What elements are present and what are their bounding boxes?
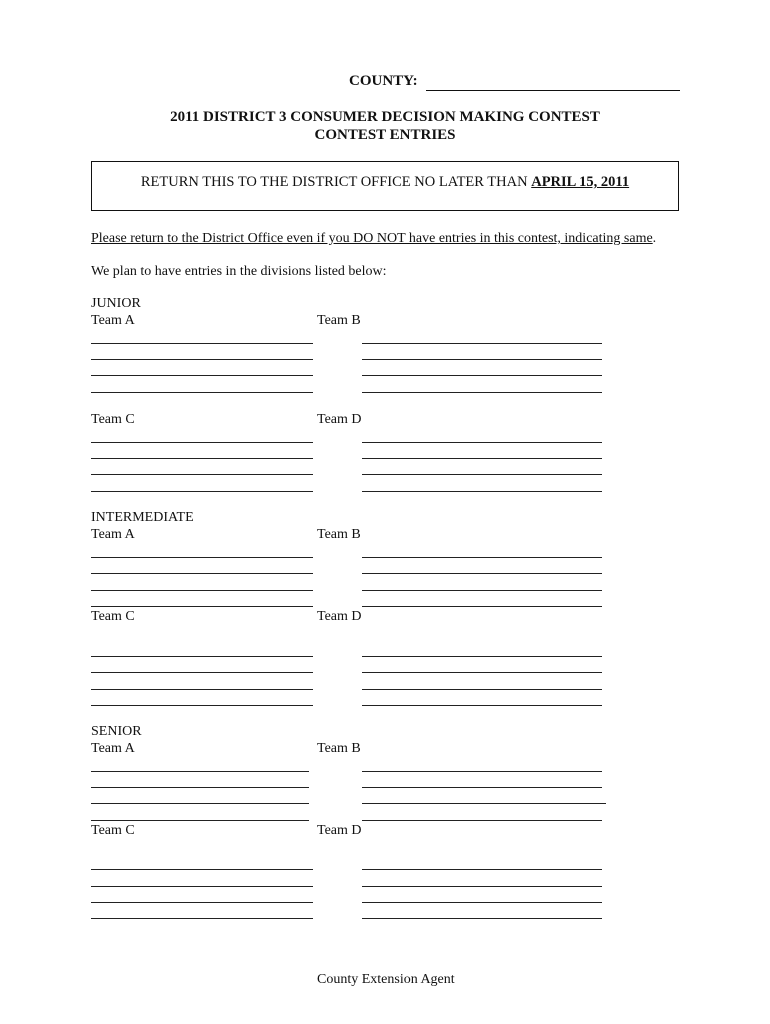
intermediate-team-a-entry-line[interactable] [91,557,313,558]
junior-team-b-entry-line[interactable] [362,359,602,360]
deadline-notice-box [91,161,679,211]
junior-team-c-entry-line[interactable] [91,442,313,443]
senior-team-c-entry-line[interactable] [91,918,313,919]
division-label-junior: JUNIOR [91,296,141,311]
junior-team-b-entry-line[interactable] [362,392,602,393]
junior-team-c-entry-line[interactable] [91,491,313,492]
junior-team-b-label: Team B [317,313,361,328]
senior-team-a-entry-line[interactable] [91,771,309,772]
senior-team-b-entry-line[interactable] [362,787,602,788]
intermediate-team-d-entry-line[interactable] [362,656,602,657]
intermediate-team-a-label: Team A [91,527,135,542]
senior-team-c-label: Team C [91,823,135,838]
junior-team-a-label: Team A [91,313,135,328]
senior-team-b-label: Team B [317,741,361,756]
senior-team-d-label: Team D [317,823,362,838]
plan-note: We plan to have entries in the divisions listed below: [91,264,387,279]
return-note [91,231,656,247]
junior-team-a-entry-line[interactable] [91,343,313,344]
intermediate-team-a-entry-line[interactable] [91,606,313,607]
intermediate-team-b-entry-line[interactable] [362,590,602,591]
intermediate-team-a-entry-line[interactable] [91,590,313,591]
intermediate-team-b-entry-line[interactable] [362,606,602,607]
senior-team-c-entry-line[interactable] [91,902,313,903]
junior-team-d-entry-line[interactable] [362,458,602,459]
junior-team-b-entry-line[interactable] [362,375,602,376]
junior-team-a-entry-line[interactable] [91,375,313,376]
intermediate-team-d-entry-line[interactable] [362,672,602,673]
senior-team-b-entry-line[interactable] [362,771,602,772]
intermediate-team-d-label: Team D [317,609,362,624]
deadline-date: APRIL 15, 2011 [531,174,630,190]
senior-team-d-entry-line[interactable] [362,886,602,887]
senior-team-d-entry-line[interactable] [362,918,602,919]
division-label-intermediate: INTERMEDIATE [91,510,194,525]
junior-team-a-entry-line[interactable] [91,392,313,393]
signature-label: County Extension Agent [317,972,455,987]
senior-team-d-entry-line[interactable] [362,902,602,903]
junior-team-c-entry-line[interactable] [91,474,313,475]
senior-team-b-entry-line[interactable] [362,820,602,821]
senior-team-c-entry-line[interactable] [91,886,313,887]
intermediate-team-c-label: Team C [91,609,135,624]
division-label-senior: SENIOR [91,724,142,739]
deadline-notice-prefix: RETURN THIS TO THE DISTRICT OFFICE NO LATER THAN [140,174,532,190]
title-line-2: CONTEST ENTRIES [314,127,456,143]
intermediate-team-c-entry-line[interactable] [91,705,313,706]
senior-team-a-entry-line[interactable] [91,787,309,788]
title-line-1: 2011 DISTRICT 3 CONSUMER DECISION MAKING CONTEST [170,109,600,125]
junior-team-d-entry-line[interactable] [362,474,602,475]
intermediate-team-d-entry-line[interactable] [362,689,602,690]
county-field[interactable] [426,90,680,91]
junior-team-a-entry-line[interactable] [91,359,313,360]
intermediate-team-c-entry-line[interactable] [91,689,313,690]
junior-team-d-entry-line[interactable] [362,442,602,443]
senior-team-a-label: Team A [91,741,135,756]
return-note-period: . [652,231,657,246]
senior-team-a-entry-line[interactable] [91,820,309,821]
intermediate-team-a-entry-line[interactable] [91,573,313,574]
deadline-notice [92,174,678,191]
senior-team-b-entry-line[interactable] [362,803,606,804]
intermediate-team-d-entry-line[interactable] [362,705,602,706]
intermediate-team-b-label: Team B [317,527,361,542]
senior-team-d-entry-line[interactable] [362,869,602,870]
intermediate-team-c-entry-line[interactable] [91,672,313,673]
junior-team-d-label: Team D [317,412,362,427]
senior-team-a-entry-line[interactable] [91,803,309,804]
intermediate-team-b-entry-line[interactable] [362,557,602,558]
intermediate-team-b-entry-line[interactable] [362,573,602,574]
junior-team-c-entry-line[interactable] [91,458,313,459]
intermediate-team-c-entry-line[interactable] [91,656,313,657]
junior-team-d-entry-line[interactable] [362,491,602,492]
junior-team-c-label: Team C [91,412,135,427]
senior-team-c-entry-line[interactable] [91,869,313,870]
county-label: COUNTY: [349,73,418,89]
junior-team-b-entry-line[interactable] [362,343,602,344]
return-note-text: Please return to the District Office even if you DO NOT have entries in this contest, indicating same [91,231,653,246]
